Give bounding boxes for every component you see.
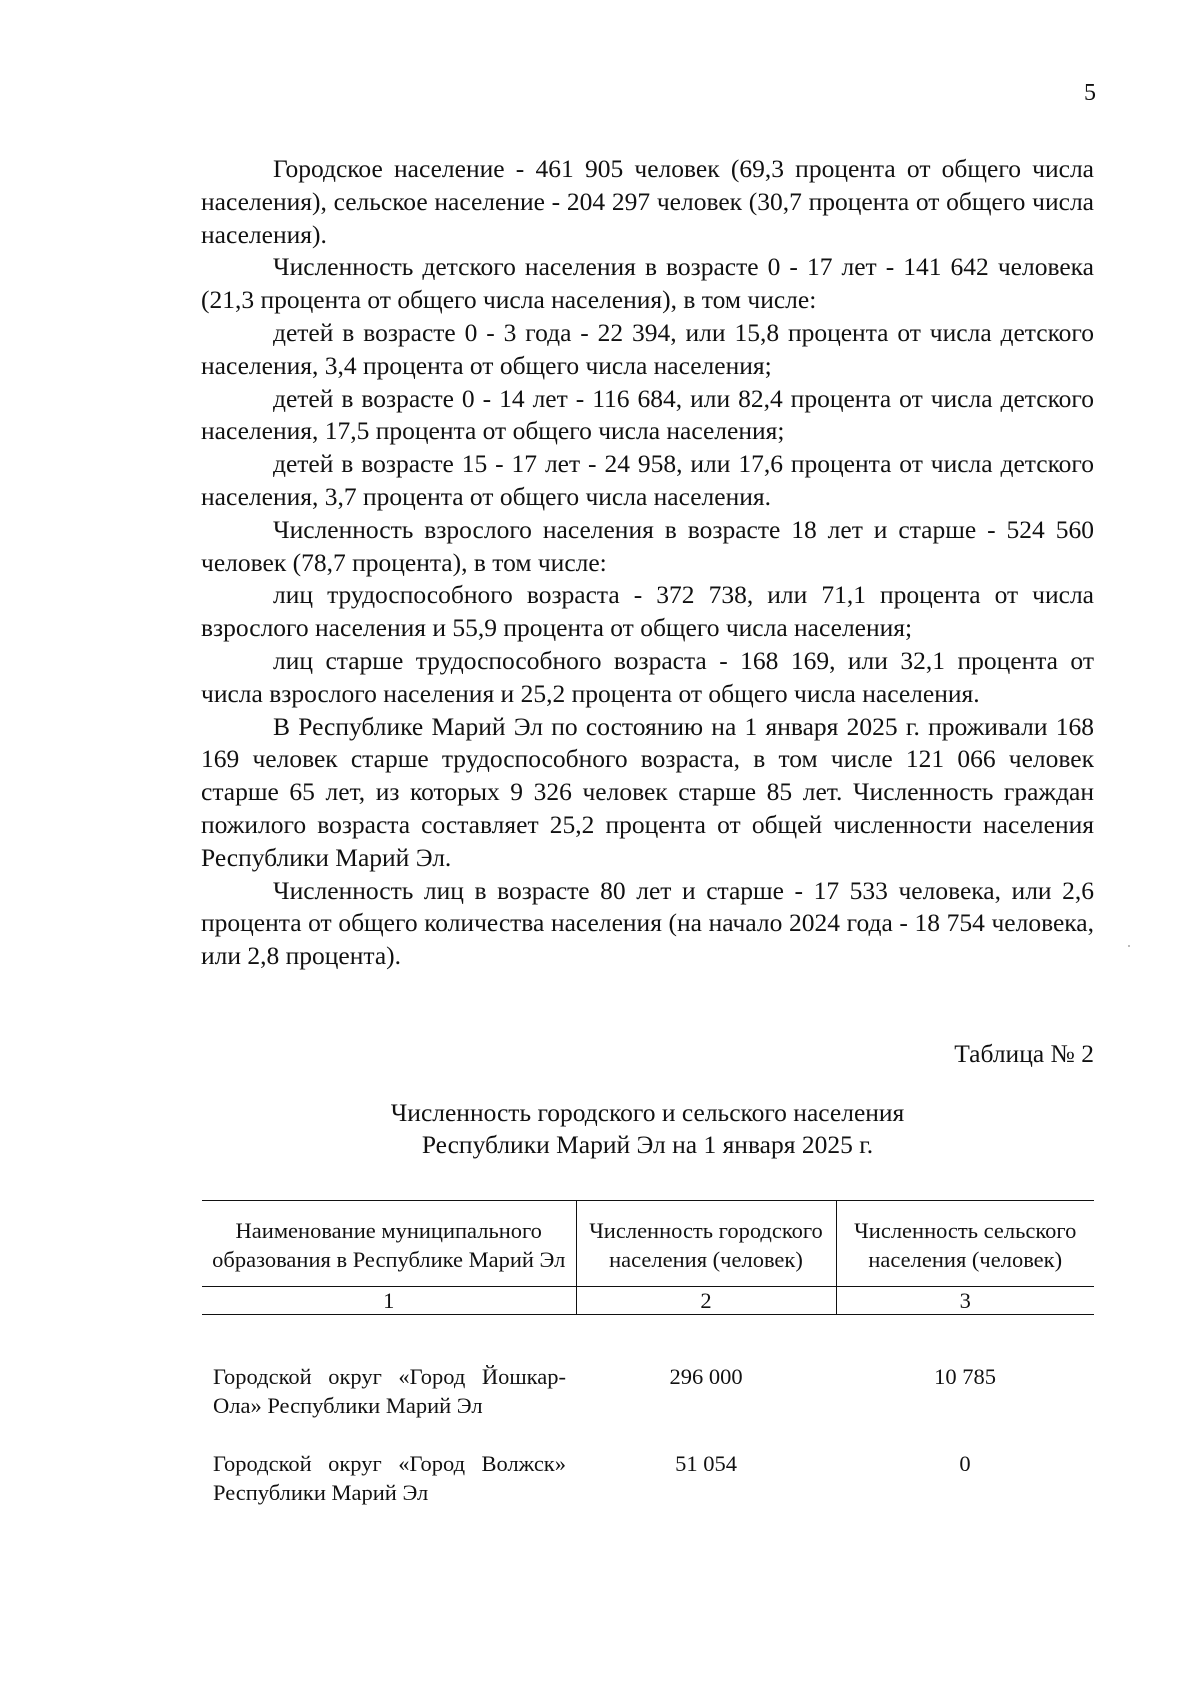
table-title	[201, 1097, 1094, 1161]
column-number: 1	[202, 1287, 576, 1315]
paragraph-children-0-14: детей в возрасте 0 - 14 лет - 116 684, или 82,4 процента от числа детского населения, 17,5 процента от общего числа населения;	[201, 383, 1094, 446]
header-municipality: Наименование муниципального образования в Республике Марий Эл	[202, 1201, 576, 1287]
paragraph-over-working-age: лиц старше трудоспособного возраста - 168 169, или 32,1 процента от числа взрослого населения и 25,2 процента от общего числа населения.	[201, 645, 1094, 708]
column-number-row	[202, 1287, 1094, 1315]
table-row	[202, 1420, 1094, 1507]
table-title-line-1: Численность городского и сельского населения	[390, 1098, 905, 1127]
header-urban-population: Численность городского населения (человек)	[576, 1201, 836, 1287]
rural-population-value: 0	[959, 1451, 971, 1476]
paragraph-children-total: Численность детского населения в возрасте 0 - 17 лет - 141 642 человека (21,3 процента от общего числа населения), в том числе:	[201, 252, 1094, 315]
column-number: 2	[576, 1287, 836, 1315]
paragraph-working-age: лиц трудоспособного возраста - 372 738, или 71,1 процента от числа взрослого населения и 55,9 процента от общего числа населения;	[201, 580, 1094, 643]
table-row	[202, 1315, 1094, 1421]
table-label: Таблица № 2	[954, 1039, 1094, 1068]
paragraph-over-80: Численность лиц в возрасте 80 лет и старше - 17 533 человека, или 2,6 процента от общего количества населения (на начало 2024 года - 18 754 человека, или 2,8 процента).	[201, 875, 1094, 971]
scan-speck	[1128, 945, 1130, 947]
rural-population-value: 10 785	[934, 1364, 996, 1389]
paragraph-elderly: В Республике Марий Эл по состоянию на 1 января 2025 г. проживали 168 169 человек старше трудоспособного возраста, в том числе 121 066 человек старше 65 лет, из которых 9 326 человек старше 85 лет. Численность граждан пожилого возраста составляет 25,2 процента от общей численности населения Республики Марий Эл.	[201, 711, 1094, 872]
column-number: 3	[836, 1287, 1094, 1315]
population-table	[202, 1200, 1094, 1507]
body-text	[201, 153, 1094, 973]
urban-population-value: 296 000	[669, 1364, 743, 1389]
paragraph-children-0-3: детей в возрасте 0 - 3 года - 22 394, или 15,8 процента от числа детского населения, 3,4 процента от общего числа населения;	[201, 317, 1094, 380]
header-rural-population: Численность сельского населения (человек)	[836, 1201, 1094, 1287]
municipality-name: Городской округ «Город Йошкар-Ола» Республики Марий Эл	[213, 1364, 566, 1418]
urban-population-value: 51 054	[675, 1451, 737, 1476]
paragraph-children-15-17: детей в возрасте 15 - 17 лет - 24 958, или 17,6 процента от числа детского населения, 3,7 процента от общего числа населения.	[201, 449, 1094, 511]
paragraph-urban-rural: Городское население - 461 905 человек (69,3 процента от общего числа населения), сельское население - 204 297 человек (30,7 процента от общего числа населения).	[201, 154, 1094, 249]
page-number: 5	[1084, 80, 1096, 106]
table-title-line-2: Республики Марий Эл на 1 января 2025 г.	[421, 1130, 874, 1159]
paragraph-adults-total: Численность взрослого населения в возрасте 18 лет и старше - 524 560 человек (78,7 процента), в том числе:	[201, 514, 1094, 577]
table-header-row	[202, 1201, 1094, 1287]
municipality-name: Городской округ «Город Волжск» Республики Марий Эл	[213, 1451, 566, 1505]
